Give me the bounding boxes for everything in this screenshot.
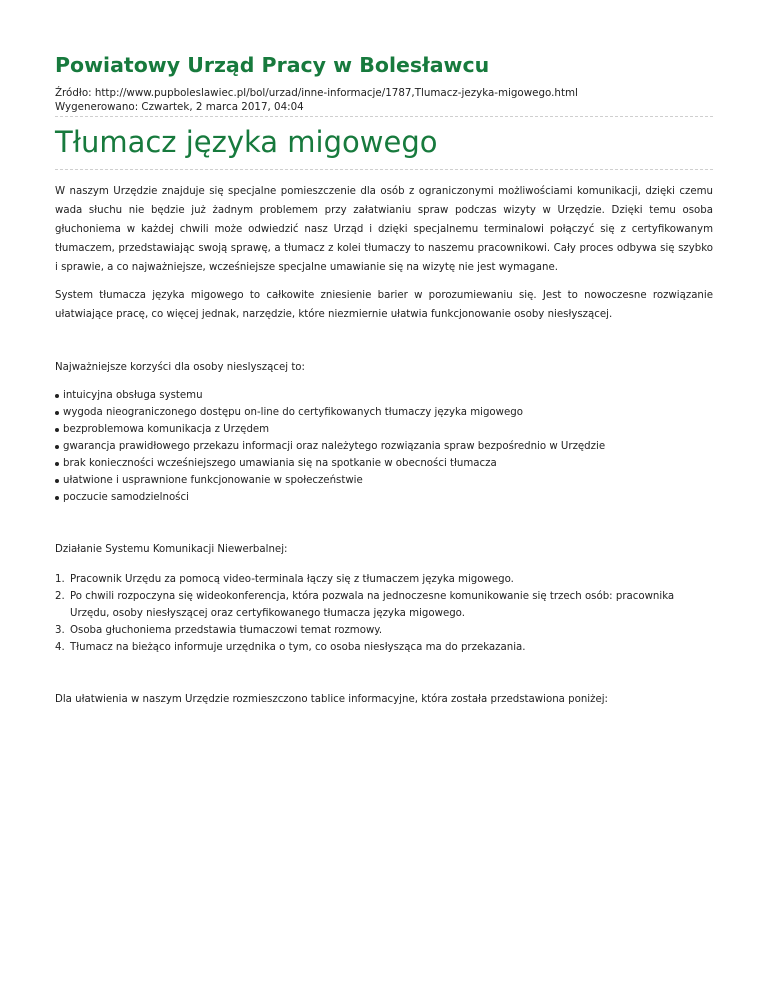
bullet-icon [55, 496, 59, 500]
article-body [55, 182, 713, 709]
closing-paragraph: Dla ułatwienia w naszym Urzędzie rozmieszczono tablice informacyjne, która została przedstawiona poniżej: [55, 694, 608, 705]
document-meta [55, 86, 713, 114]
list-item [55, 404, 713, 421]
benefit-text: poczucie samodzielności [63, 492, 189, 503]
benefit-text: wygoda nieograniczonego dostępu on-line do certyfikowanych tłumaczy języka migowego [63, 407, 523, 418]
benefit-text: ułatwione i usprawnione funkcjonowanie w społeczeństwie [63, 475, 363, 486]
list-item [55, 588, 713, 622]
step-text: Osoba głuchoniema przedstawia tłumaczowi temat rozmowy. [70, 625, 383, 636]
step-number: 1. [55, 574, 65, 585]
step-number: 2. [55, 591, 65, 602]
list-item [55, 639, 713, 656]
article-title: Tłumacz języka migowego [55, 125, 438, 159]
system-paragraph: System tłumacza języka migowego to całkowite zniesienie barier w porozumiewaniu się. Jest to nowoczesne rozwiązanie ułatwiające pracę, co więcej jednak, narzędzie, które niezmiernie ułatwia funkcjonowanie osoby niesłyszącej. [55, 290, 713, 320]
benefit-text: bezproblemowa komunikacja z Urzędem [63, 424, 270, 435]
bullet-icon [55, 462, 59, 466]
steps-intro: Działanie Systemu Komunikacji Niewerbalnej: [55, 544, 288, 555]
benefit-text: intuicyjna obsługa systemu [63, 390, 203, 401]
benefit-text: gwarancja prawidłowego przekazu informacji oraz należytego rozwiązania spraw bezpośrednio w Urzędzie [63, 441, 606, 452]
list-item [55, 387, 713, 404]
intro-paragraph: W naszym Urzędzie znajduje się specjalne pomieszczenie dla osób z ograniczonymi możliwościami komunikacji, dzięki czemu wada słuchu nie będzie już żadnym problemem przy załatwianiu spraw podczas wizyty w Urzędzie. Dzięki temu osoba głuchoniema w każdej chwili może odwiedzić nasz Urząd i dzięki specjalnemu terminalowi połączyć się z certyfikowanym tłumaczem, przedstawiając swoją sprawę, a tłumacz z kolei tłumaczy to naszemu pracownikowi. Cały proces odbywa się szybko i sprawie, a co najważniejsze, wcześniejsze specjalne umawianie się na wizytę nie jest wymagane. [55, 186, 713, 273]
divider [55, 169, 713, 170]
list-item [55, 438, 713, 455]
bullet-icon [55, 445, 59, 449]
bullet-icon [55, 479, 59, 483]
list-item [55, 472, 713, 489]
site-title: Powiatowy Urząd Pracy w Bolesławcu [55, 53, 490, 77]
list-item [55, 455, 713, 472]
list-item [55, 421, 713, 438]
benefits-list [55, 387, 713, 506]
divider [55, 116, 713, 117]
bullet-icon [55, 411, 59, 415]
generated-line: Wygenerowano: Czwartek, 2 marca 2017, 04:04 [55, 101, 304, 113]
list-item [55, 571, 713, 588]
step-text: Pracownik Urzędu za pomocą video-terminala łączy się z tłumaczem języka migowego. [70, 574, 514, 585]
bullet-icon [55, 394, 59, 398]
step-text: Tłumacz na bieżąco informuje urzędnika o tym, co osoba niesłysząca ma do przekazania. [70, 642, 526, 653]
benefit-text: brak konieczności wcześniejszego umawiania się na spotkanie w obecności tłumacza [63, 458, 497, 469]
bullet-icon [55, 428, 59, 432]
step-number: 3. [55, 625, 65, 636]
list-item [55, 622, 713, 639]
source-line: Źródło: http://www.pupboleslawiec.pl/bol/urzad/inne-informacje/1787,Tlumacz-jezyka-migowego.html [55, 87, 578, 99]
step-text: Po chwili rozpoczyna się wideokonferencja, która pozwala na jednoczesne komunikowanie się trzech osób: pracownika Urzędu, osoby niesłyszącej oraz certyfikowanego tłumacza języka migowego. [70, 591, 675, 619]
benefits-intro: Najważniejsze korzyści dla osoby nieslyszącej to: [55, 362, 305, 373]
list-item [55, 489, 713, 506]
step-number: 4. [55, 642, 65, 653]
steps-list [55, 571, 713, 656]
